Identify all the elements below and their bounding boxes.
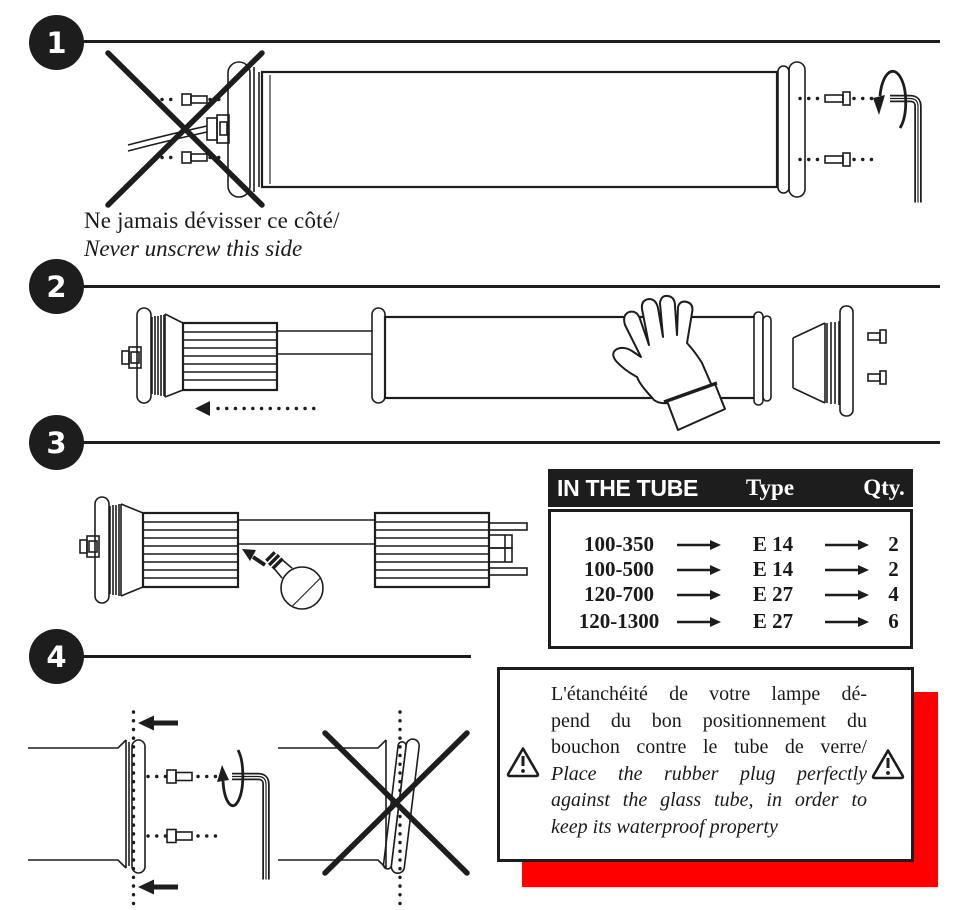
screw-icon [800,92,876,166]
warning-line-en: keep its waterproof property [551,815,778,838]
table-row [551,532,910,557]
step-1-caption-fr: Ne jamais dévisser ce côté/ [84,208,340,233]
step-2-badge [29,259,84,314]
right-arrow-icon [817,564,877,576]
warning-text [551,681,867,840]
warning-line-fr: pend du bon positionnement du [551,709,867,732]
dotted-arrow-left-icon [195,401,316,416]
model-cell: 120-700 [584,582,654,606]
column-header-qty: Qty. [863,475,905,500]
socket-contacts-drawing [489,523,527,575]
qty-cell: 6 [888,609,899,633]
warning-line-en: Place the rubber plug perfectly [551,762,867,785]
step-3-number: 3 [46,425,67,460]
qty-cell: 2 [888,532,899,556]
step-1-number: 1 [46,25,67,60]
warning-line-en: against the glass tube, in order to [551,789,867,811]
step-2-rule [76,285,940,288]
step-2-number: 2 [46,269,67,304]
light-bulb-icon [256,542,332,618]
parts-table [548,469,913,649]
lamp-tube-drawing [228,62,805,197]
type-cell: E 27 [752,582,794,606]
right-arrow-icon [669,589,729,601]
lamp-holder-assembly-drawing [137,308,372,403]
prohibition-cross-icon [108,53,262,205]
type-cell: E 27 [752,609,794,633]
warning-line-fr: L'étanchéité de votre lampe dé- [551,683,867,705]
parts-table-body [548,509,913,649]
step-1-diagram [88,53,940,215]
step-4-rule [76,655,471,658]
model-cell: 100-500 [584,557,654,581]
right-arrow-icon [669,539,729,551]
right-arrow-icon [817,539,877,551]
table-row [551,609,910,634]
qty-cell: 2 [888,557,899,581]
right-arrow-icon [669,616,729,628]
hex-key-icon [232,777,266,880]
type-cell: E 14 [752,557,794,581]
right-arrow-icon [669,564,729,576]
step-4-diagram [20,702,480,908]
step-1-rule [76,40,940,43]
tube-end-correct-drawing [28,712,145,904]
power-plug-icon [80,536,99,557]
end-cap-drawing [793,306,853,416]
warning-line-fr: bouchon contre le tube de verre/ [551,736,867,758]
step-1-caption-en: Never unscrew this side [84,236,303,261]
warning-triangle-icon [506,745,540,777]
parts-table-title: IN THE TUBE [557,474,699,501]
lamp-holder-assembly-drawing [95,497,489,603]
step-3-diagram [75,478,535,628]
qty-cell: 4 [888,582,899,606]
column-header-type: Type [745,475,795,500]
screw-icon [148,770,218,843]
insert-arrow-icon [242,549,265,565]
model-cell: 100-350 [584,532,654,556]
table-row [551,557,910,582]
parts-table-header [548,469,913,507]
right-arrow-icon [817,616,877,628]
step-4-number: 4 [46,639,67,674]
step-1-badge [29,15,84,70]
warning-box [497,667,914,862]
step-4-badge [29,629,84,684]
screw-icon [868,330,886,384]
step-3-rule [76,441,940,444]
power-plug-icon [207,115,229,143]
right-arrow-icon [817,589,877,601]
power-plug-icon [122,347,141,368]
model-cell: 120-1300 [578,609,660,633]
step-3-badge [29,415,84,470]
type-cell: E 14 [752,532,794,556]
warning-triangle-icon [871,747,905,779]
table-row [551,582,910,607]
step-2-diagram [88,293,940,435]
